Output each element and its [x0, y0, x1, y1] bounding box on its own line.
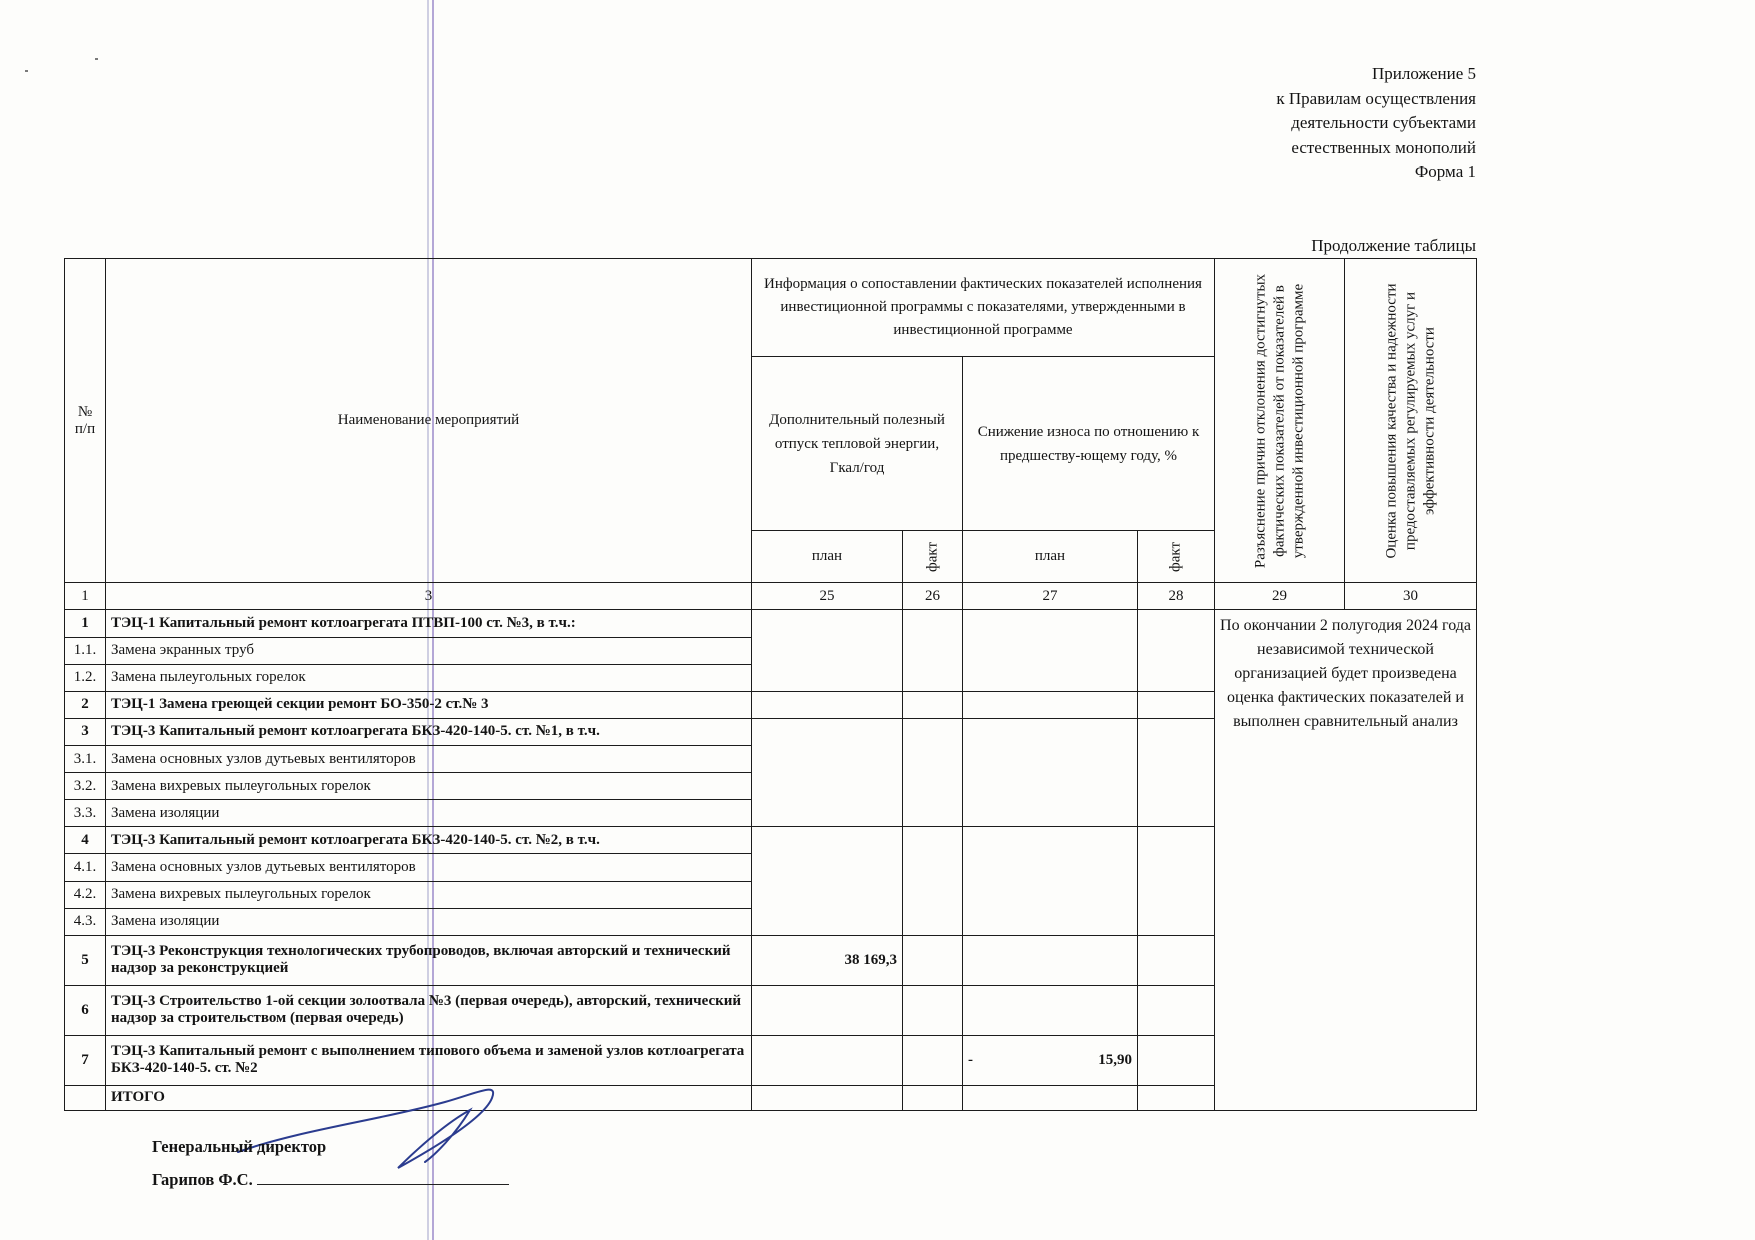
wear-fact-cell [1138, 691, 1215, 718]
scan-speck [95, 58, 98, 60]
wear-fact-cell [1138, 610, 1215, 691]
evaluation-note: По окончании 2 полугодия 2024 года независимой технической организацией будет произведена оценка фактических показателей и выполнен сравнительный анализ [1215, 610, 1477, 1111]
supply-fact-cell [903, 1085, 963, 1110]
supply-fact-cell [903, 718, 963, 826]
header-deviation-text: Разъяснение причин отклонения достигнутых фактических показателей от показателей в утвержденной инвестиционной программе [1252, 273, 1306, 568]
wear-plan-cell [963, 718, 1138, 826]
supply-fact-cell [903, 985, 963, 1035]
row-name: ТЭЦ-3 Реконструкция технологических трубопроводов, включая авторский и технический надзор за реконструкцией [106, 935, 752, 985]
row-number: 2 [65, 691, 106, 718]
row-name: Замена вихревых пылеугольных горелок [106, 773, 752, 800]
index-cell: 30 [1345, 583, 1477, 610]
header-wear: Снижение износа по отношению к предшеству-ющему году, % [963, 357, 1215, 531]
wear-plan-cell [963, 935, 1138, 985]
header-supply: Дополнительный полезный отпуск тепловой энергии, Гкал/год [752, 357, 963, 531]
row-name: ТЭЦ-3 Капитальный ремонт котлоагрегата БКЗ-420-140-5. ст. №2, в т.ч. [106, 827, 752, 854]
wear-fact-cell [1138, 827, 1215, 935]
header-fact-text: факт [924, 541, 940, 572]
supply-fact-cell [903, 827, 963, 935]
header-fact-text: факт [1167, 541, 1184, 572]
supply-plan-cell [752, 985, 903, 1035]
approval-line: естественных монополий [1291, 137, 1476, 157]
row-name: ТЭЦ-3 Капитальный ремонт с выполнением типового объема и заменой узлов котлоагрегата БКЗ-420-140-5. ст. №2 [106, 1035, 752, 1085]
signature-line [257, 1168, 509, 1185]
row-number: 4.1. [65, 854, 106, 881]
approval-line: к Правилам осуществления [1276, 88, 1476, 108]
row-number: 7 [65, 1035, 106, 1085]
index-cell: 25 [752, 583, 903, 610]
signature-name: Гарипов Ф.С. [152, 1170, 253, 1189]
row-number: 1 [65, 610, 106, 637]
index-cell: 3 [106, 583, 752, 610]
signature-title: Генеральный директор [152, 1137, 327, 1156]
row-number: 5 [65, 935, 106, 985]
row-name: ИТОГО [106, 1085, 752, 1110]
row-number: 4.2. [65, 881, 106, 908]
row-number: 3 [65, 718, 106, 745]
header-supply-plan: план [752, 530, 903, 582]
wear-plan-cell [963, 827, 1138, 935]
supply-plan-cell [752, 610, 903, 691]
approval-line: деятельности субъектами [1291, 113, 1476, 132]
header-name: Наименование мероприятий [106, 259, 752, 583]
wear-fact-cell [1138, 1035, 1215, 1085]
row-number: 1.1. [65, 637, 106, 664]
signature-block [152, 1130, 509, 1196]
row-number: 3.1. [65, 745, 106, 772]
wear-plan-cell [963, 691, 1138, 718]
header-deviation [1215, 259, 1345, 583]
index-cell: 1 [65, 583, 106, 610]
header-supply-fact [903, 530, 963, 582]
supply-fact-cell [903, 610, 963, 691]
supply-fact-cell [903, 935, 963, 985]
wear-plan-cell [963, 1035, 1138, 1085]
table-row [65, 610, 1477, 637]
row-number: 4.3. [65, 908, 106, 935]
row-name: ТЭЦ-1 Замена греющей секции ремонт БО-350-2 ст.№ 3 [106, 691, 752, 718]
row-name: Замена экранных труб [106, 637, 752, 664]
supply-plan-cell [752, 1035, 903, 1085]
index-cell: 26 [903, 583, 963, 610]
header-row [65, 259, 1477, 357]
report-table [64, 258, 1477, 1111]
header-num: № п/п [65, 259, 106, 583]
wear-fact-cell [1138, 935, 1215, 985]
row-number: 4 [65, 827, 106, 854]
supply-plan-cell [752, 1085, 903, 1110]
row-name: ТЭЦ-1 Капитальный ремонт котлоагрегата ПТВП-100 ст. №3, в т.ч.: [106, 610, 752, 637]
form-number: Форма 1 [1414, 162, 1476, 181]
supply-fact-cell [903, 691, 963, 718]
index-cell: 28 [1138, 583, 1215, 610]
wear-plan-value [968, 1052, 1132, 1069]
supply-plan-cell [752, 827, 903, 935]
wear-fact-cell [1138, 1085, 1215, 1110]
row-name: ТЭЦ-3 Капитальный ремонт котлоагрегата БКЗ-420-140-5. ст. №1, в т.ч. [106, 718, 752, 745]
row-name: Замена изоляции [106, 800, 752, 827]
row-name: ТЭЦ-3 Строительство 1-ой секции золоотвала №3 (первая очередь), авторский, технический надзор за строительством (первая очередь) [106, 985, 752, 1035]
index-row [65, 583, 1477, 610]
header-quality [1345, 259, 1477, 583]
row-number: 3.3. [65, 800, 106, 827]
row-name: Замена пылеугольных горелок [106, 664, 752, 691]
wear-fact-cell [1138, 985, 1215, 1035]
row-number: 6 [65, 985, 106, 1035]
row-name: Замена изоляции [106, 908, 752, 935]
row-number: 1.2. [65, 664, 106, 691]
wear-plan-dash: - [968, 1051, 973, 1068]
scan-speck [25, 70, 28, 72]
supply-fact-cell [903, 1035, 963, 1085]
index-cell: 29 [1215, 583, 1345, 610]
wear-plan-cell [963, 1085, 1138, 1110]
row-name: Замена основных узлов дутьевых вентиляторов [106, 745, 752, 772]
supply-plan-cell [752, 718, 903, 826]
wear-plan-cell [963, 610, 1138, 691]
row-number: 3.2. [65, 773, 106, 800]
continuation-label: Продолжение таблицы [1311, 236, 1476, 255]
row-name: Замена основных узлов дутьевых вентиляторов [106, 854, 752, 881]
supply-plan-cell [752, 691, 903, 718]
wear-plan-number: 15,90 [1098, 1051, 1132, 1068]
row-name: Замена вихревых пылеугольных горелок [106, 881, 752, 908]
approval-block [1056, 62, 1476, 185]
header-info-group: Информация о сопоставлении фактических показателей исполнения инвестиционной программы с показателями, утвержденными в инвестиционной программе [752, 259, 1215, 357]
supply-plan-cell: 38 169,3 [752, 935, 903, 985]
wear-fact-cell [1138, 718, 1215, 826]
row-number [65, 1085, 106, 1110]
approval-line: Приложение 5 [1372, 64, 1476, 83]
index-cell: 27 [963, 583, 1138, 610]
header-quality-text: Оценка повышения качества и надежности предоставляемых регулируемых услуг и эффективности деятельности [1383, 283, 1437, 559]
header-wear-fact [1138, 530, 1215, 582]
header-wear-plan: план [963, 530, 1138, 582]
wear-plan-cell [963, 985, 1138, 1035]
